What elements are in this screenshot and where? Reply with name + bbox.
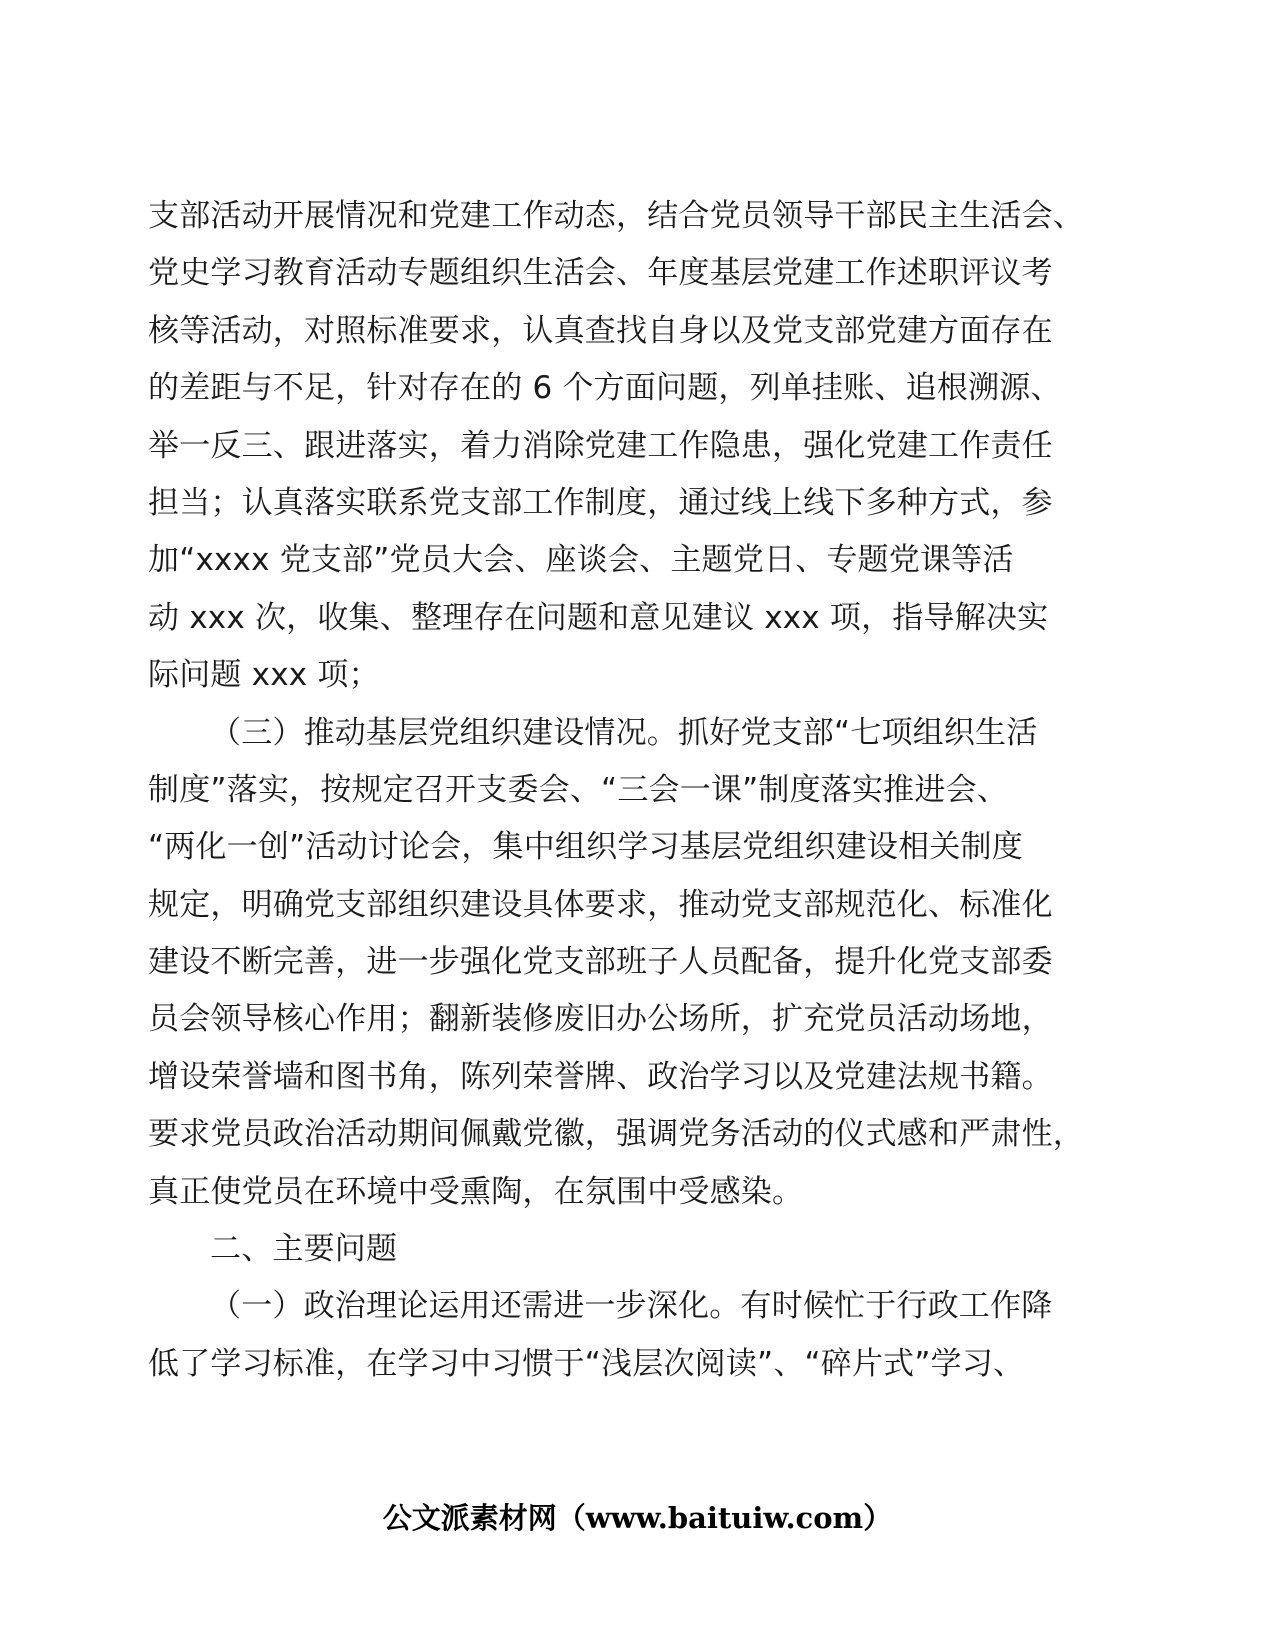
body-line: 制度”落实，按规定召开支委会、“三会一课”制度落实推进会、 (148, 771, 1008, 808)
subsection-heading-line: （一）政治理论运用还需进一步深化。有时候忙于行政工作降 (210, 1288, 1053, 1325)
body-line: 员会领导核心作用；翻新装修废旧办公场所，扩充党员活动场地， (148, 1001, 1053, 1038)
document-body (148, 188, 1098, 1393)
body-line: 支部活动开展情况和党建工作动态，结合党员领导干部民主生活会、 (148, 198, 1084, 234)
body-line: 动 xxx 次，收集、整理存在问题和意见建议 xxx 项，指导解决实 (148, 599, 1049, 636)
body-line: 规定，明确党支部组织建设具体要求，推动党支部规范化、标准化 (148, 886, 1053, 923)
subsection-heading-line: （三）推动基层党组织建设情况。抓好党支部“七项组织生活 (210, 714, 1038, 751)
body-line: 真正使党员在环境中受熏陶，在氛围中受感染。 (148, 1173, 804, 1210)
footer-watermark: 公文派素材网（www.baituiw.com） (382, 1501, 893, 1535)
body-line: 要求党员政治活动期间佩戴党徽，强调党务活动的仪式感和严肃性， (148, 1116, 1084, 1153)
body-line: 际问题 xxx 项； (148, 657, 380, 694)
body-line: 党史学习教育活动专题组织生活会、年度基层党建工作述职评议考 (148, 255, 1053, 292)
body-line: 加“xxxx 党支部”党员大会、座谈会、主题党日、专题党课等活 (148, 542, 1014, 579)
section-heading: 二、主要问题 (210, 1231, 398, 1268)
body-line: “两化一创”活动讨论会，集中组织学习基层党组织建设相关制度 (148, 829, 1023, 866)
body-line: 担当；认真落实联系党支部工作制度，通过线上线下多种方式，参 (148, 484, 1053, 521)
body-line: 的差距与不足，针对存在的 6 个方面问题，列单挂账、追根溯源、 (148, 370, 1062, 407)
body-line: 增设荣誉墙和图书角，陈列荣誉牌、政治学习以及党建法规书籍。 (148, 1058, 1053, 1095)
body-line: 建设不断完善，进一步强化党支部班子人员配备，提升化党支部委 (148, 944, 1053, 981)
body-line: 低了学习标准，在学习中习惯于“浅层次阅读”、“碎片式”学习、 (148, 1345, 1025, 1382)
body-line: 举一反三、跟进落实，着力消除党建工作隐患，强化党建工作责任 (148, 427, 1053, 464)
body-line: 核等活动，对照标准要求，认真查找自身以及党支部党建方面存在 (148, 312, 1053, 349)
